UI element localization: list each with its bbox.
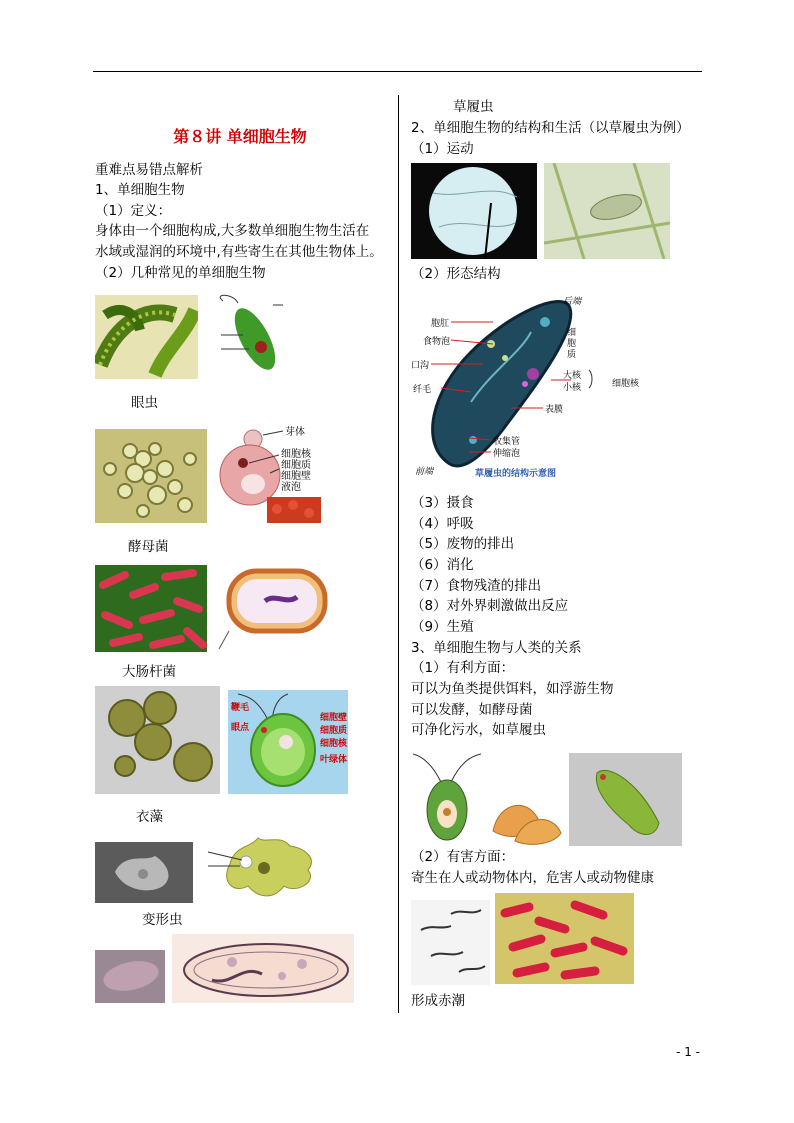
benefit-3: 可净化污水，如草履虫 xyxy=(411,722,546,738)
list-item-4: （4）呼吸 xyxy=(411,516,474,532)
euglena-photo xyxy=(95,295,198,379)
chlamydomonas-photo xyxy=(95,686,220,794)
label-contractile-vacuole: 伸缩泡 xyxy=(493,449,521,459)
label-oral-groove: 口沟 xyxy=(411,361,430,371)
list-item-5: （5）废物的排出 xyxy=(411,536,515,552)
chlamy-label-wall: 细胞壁 xyxy=(320,713,348,723)
benefit-2: 可以发酵，如酵母菌 xyxy=(411,702,533,718)
yeast-label-vacuole: 液泡 xyxy=(281,482,301,493)
bacteria-red-photo xyxy=(495,893,634,984)
paramecium-diagram-left xyxy=(172,934,354,1003)
label-micronucleus: 小核 xyxy=(563,383,582,393)
header-rule xyxy=(93,71,702,72)
label-nucleus: 细胞核 xyxy=(612,379,640,389)
label-rear: 后端 xyxy=(563,297,582,307)
item-3-heading: 3、单细胞生物与人类的关系 xyxy=(411,640,582,656)
list-item-3: （3）摄食 xyxy=(411,495,474,511)
page-number: - 1 - xyxy=(676,1045,700,1059)
list-item-7: （7）食物残渣的排出 xyxy=(411,578,542,594)
list-item-6: （6）消化 xyxy=(411,557,474,573)
label-pellicle: 表膜 xyxy=(545,405,564,415)
chlamydomonas-diagram-small xyxy=(411,752,487,846)
paramecium-photo-small xyxy=(95,950,165,1003)
chlamy-label-nucleus: 细胞核 xyxy=(320,739,348,749)
column-divider xyxy=(398,95,399,1013)
label-collecting-canal: 收集管 xyxy=(493,437,521,447)
item-2-heading: 2、单细胞生物的结构和生活（以草履虫为例） xyxy=(411,120,690,136)
item-1-1-heading: （1）定义： xyxy=(95,203,172,219)
chlamy-label-chloroplast: 叶绿体 xyxy=(320,755,348,765)
yeast-label-bud: 芽体 xyxy=(285,427,305,438)
caption-paramecium-top: 草履虫 xyxy=(453,99,494,115)
item-1-2-heading: （2）几种常见的单细胞生物 xyxy=(95,265,266,281)
yeast-label-wall: 细胞壁 xyxy=(281,471,311,482)
label-front: 前端 xyxy=(415,467,434,477)
item-1-heading: 1、单细胞生物 xyxy=(95,182,185,198)
item-3-1-heading: （1）有利方面： xyxy=(411,660,515,676)
benefit-1: 可以为鱼类提供饵料，如浮游生物 xyxy=(411,681,614,697)
definition-line-1: 身体由一个细胞构成,大多数单细胞生物生活在 xyxy=(95,223,370,239)
item-2-1-heading: （1）运动 xyxy=(411,141,474,157)
yeast-photo xyxy=(95,429,207,523)
yeast-label-cytoplasm: 细胞质 xyxy=(281,460,311,471)
lesson-title: 第８讲 单细胞生物 xyxy=(173,127,307,146)
label-anal-pore: 胞肛 xyxy=(431,319,450,329)
euglena-photo-green xyxy=(569,753,682,846)
diagram-title: 草履虫的结构示意图 xyxy=(475,469,557,479)
item-3-2-heading: （2）有害方面： xyxy=(411,849,515,865)
caption-yeast: 酵母菌 xyxy=(128,539,169,555)
caption-amoeba: 变形虫 xyxy=(142,912,183,928)
list-item-8: （8）对外界刺激做出反应 xyxy=(411,598,569,614)
harm-1: 寄生在人或动物体内，危害人或动物健康 xyxy=(411,870,654,886)
amoeba-diagram xyxy=(200,824,333,906)
euglena-diagram xyxy=(203,291,283,379)
trypanosome-photo xyxy=(411,900,490,985)
bacterium-diagram xyxy=(215,553,329,654)
section-heading: 重难点易错点解析 xyxy=(95,162,203,178)
amoeba-photo xyxy=(95,842,193,903)
label-cytoplasm: 细胞质 xyxy=(567,328,577,360)
item-2-2-heading: （2）形态结构 xyxy=(411,266,501,282)
yeast-label-nucleus: 细胞核 xyxy=(281,449,311,460)
chlamy-label-flagella: 鞭毛 xyxy=(231,703,250,713)
caption-ecoli: 大肠杆菌 xyxy=(122,664,176,680)
chlamydomonas-diagram xyxy=(228,690,348,794)
yeast-diagram xyxy=(215,417,321,525)
definition-line-2: 水域或湿润的环境中,有些寄生在其他生物体上。 xyxy=(95,244,383,260)
caption-euglena: 眼虫 xyxy=(131,395,158,411)
label-food-vacuole: 食物泡 xyxy=(423,337,451,347)
chlamy-label-cytoplasm: 细胞质 xyxy=(320,726,348,736)
ecoli-photo xyxy=(95,565,207,652)
chlamy-label-eyespot: 眼点 xyxy=(231,723,250,733)
label-cilia: 纤毛 xyxy=(413,385,432,395)
bread-photo xyxy=(489,791,564,846)
microscope-photo xyxy=(411,163,537,259)
label-macronucleus: 大核 xyxy=(563,371,582,381)
paramecium-closeup-photo xyxy=(544,163,670,259)
caption-chlamydomonas: 衣藻 xyxy=(136,809,163,825)
caption-red-tide: 形成赤潮 xyxy=(411,993,465,1009)
list-item-9: （9）生殖 xyxy=(411,619,474,635)
paramecium-structure-diagram xyxy=(411,292,597,484)
